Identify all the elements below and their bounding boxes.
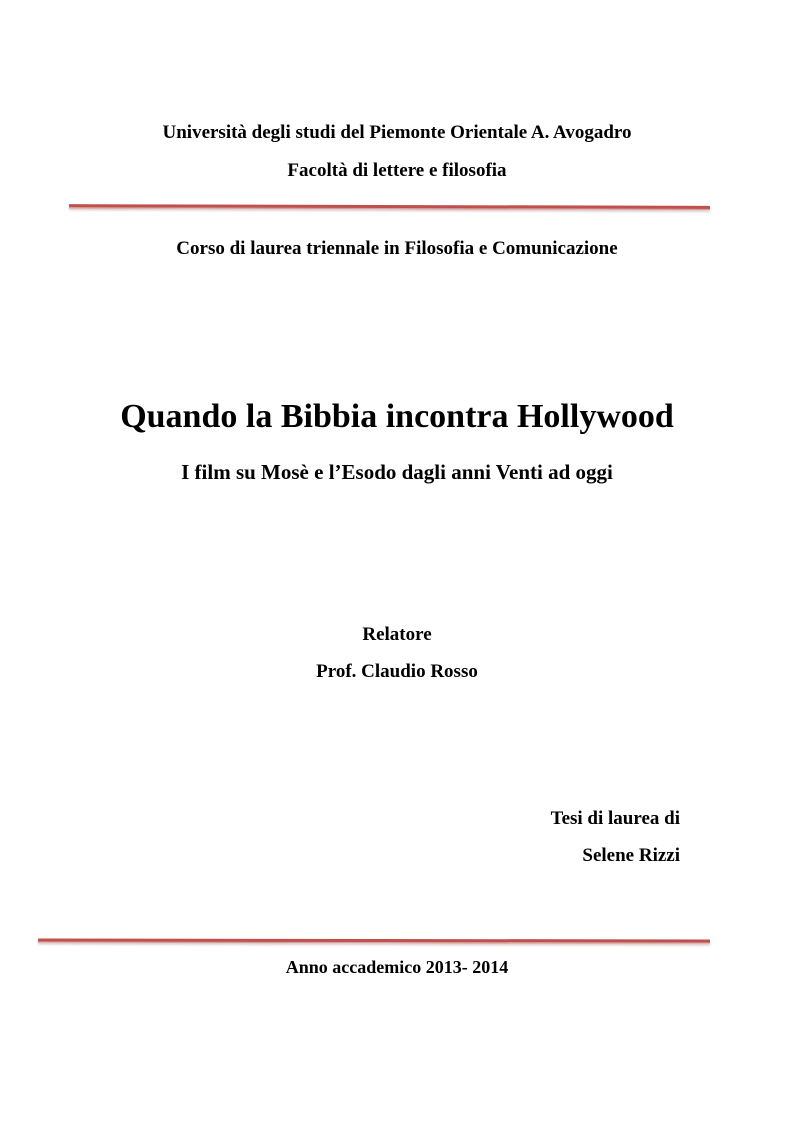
faculty-name: Facoltà di lettere e filosofia [287,160,507,181]
university-name: Università degli studi del Piemonte Orientale A. Avogadro [162,122,632,143]
author-label: Tesi di laurea di [550,808,680,829]
thesis-title: Quando la Bibbia incontra Hollywood [120,398,674,435]
supervisor-name: Prof. Claudio Rosso [316,661,478,682]
bottom-divider [38,939,710,944]
supervisor-label: Relatore [362,624,432,645]
top-divider [69,204,710,210]
author-name: Selene Rizzi [582,845,680,866]
academic-year: Anno accademico 2013- 2014 [285,957,509,977]
thesis-subtitle: I film su Mosè e l’Esodo dagli anni Venti ad oggi [181,460,613,484]
course-name: Corso di laurea triennale in Filosofia e Comunicazione [176,238,618,259]
